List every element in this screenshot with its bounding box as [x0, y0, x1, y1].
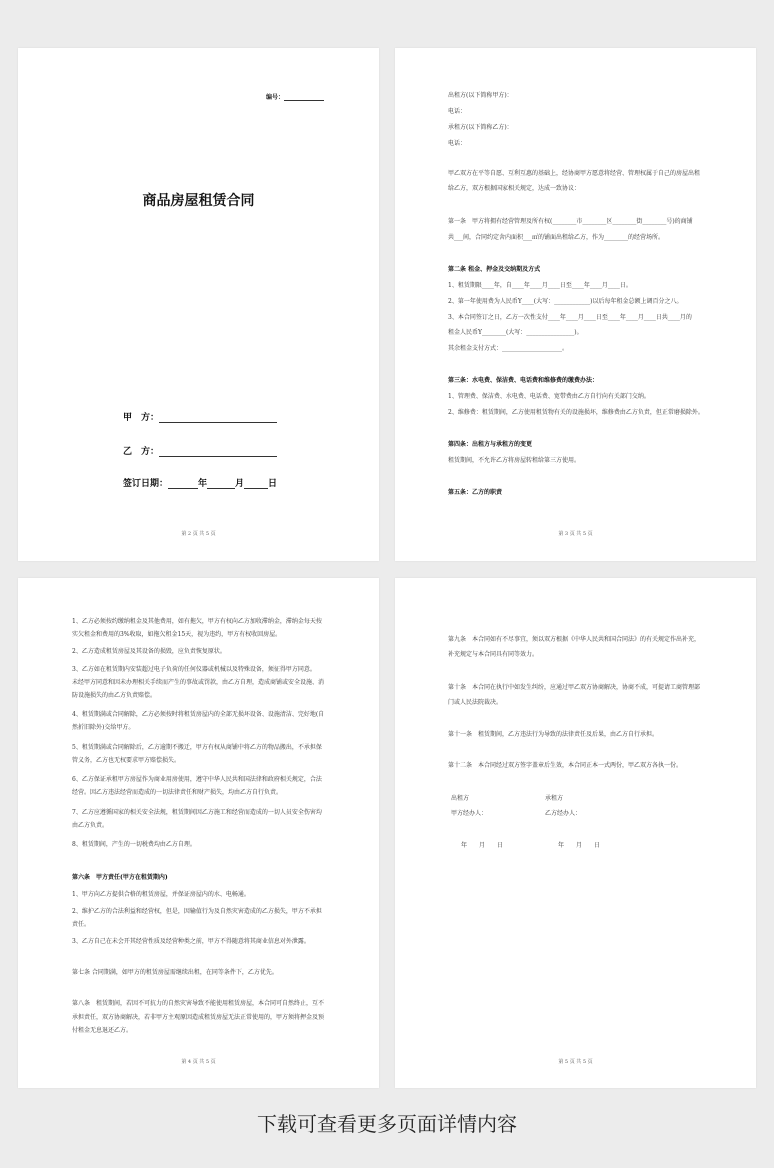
- text-line: 1、管理费、保洁费、水电费、电话费、宽带费由乙方自行向有关部门交纳。: [448, 393, 650, 400]
- clause-heading: 第二条 租金、押金及交纳期及方式: [448, 266, 541, 273]
- text-line: 实欠租金和费用的3%收取，如拖欠租金15天，视为违约，甲方有权收回房屋。: [72, 631, 282, 638]
- text-line: 防设施损失的由乙方负责赔偿。: [72, 692, 157, 699]
- contract-page-cover: [18, 48, 379, 561]
- party-b-blank: [159, 447, 277, 457]
- text-line: 7、乙方应遵循国家的相关安全法规，租赁期间因乙方施工和经营而造成的一切人员安全伤害均: [72, 809, 322, 816]
- clause-heading: 第八条 租赁期间，若因不可抗力的自然灾害导致不能使用租赁房屋，本合同可自然终止，互不: [72, 1000, 325, 1007]
- text-line: 1、乙方必须按约缴纳租金及其他费用，如有拖欠，甲方有权向乙方加收滞纳金，滞纳金每天按: [72, 618, 322, 625]
- day-label: 日: [268, 479, 278, 489]
- party-a-line: [123, 410, 277, 423]
- text-line: 6、乙方保证承租甲方房屋作为商业用房使用，遵守中华人民共和国法律和政府相关规定，合法: [72, 776, 322, 783]
- party-b-line: [123, 444, 277, 457]
- text-line: 3、乙方如在租赁期内安装超过电子负荷的任何仪器或机械以及特殊设备，须征得甲方同意。: [72, 666, 316, 673]
- page-footer: 第 2 页 共 5 页: [181, 531, 216, 537]
- clause-heading: 第十一条 租赁期间，乙方违法行为导致的法律责任及后果，由乙方自行承担。: [448, 731, 659, 738]
- text-line: 租赁期间，不允许乙方将房屋转租给第三方使用。: [448, 457, 581, 464]
- text-line: 1、甲方向乙方提供合格的租赁房屋，并保证房屋内的水、电畅通。: [72, 891, 250, 898]
- party-b-label: 乙 方：: [123, 447, 160, 457]
- contract-page-5: [395, 578, 756, 1088]
- text-line: 8、租赁期间，产生的一切税费均由乙方自理。: [72, 841, 196, 848]
- text-line: 电话：: [448, 108, 467, 115]
- text-line: 经营。因乙方违法经营而造成的一切法律责任和财产损失，均由乙方自行负责。: [72, 789, 283, 796]
- day-blank: [244, 479, 268, 489]
- party-a-blank: [159, 413, 277, 423]
- clause-heading: 第十二条 本合同经过双方签字盖章后生效，本合同正本一式两份，甲乙双方各执一份。: [448, 762, 683, 769]
- page-footer: 第 5 页 共 5 页: [558, 1059, 593, 1065]
- contract-page-3: [395, 48, 756, 561]
- contract-number-label: 编号：: [266, 94, 285, 101]
- month-label: 月: [235, 479, 245, 489]
- text-line: 2、维修费：租赁期间，乙方使用租赁物有关的设施损坏，维修费由乙方负责，但正常磨损除外。: [448, 409, 704, 416]
- text-line: 5、租赁期满或合同解除后，乙方逾期不搬迁，甲方有权从商铺中将乙方的物品搬出，不承担保: [72, 744, 322, 751]
- text-line: 租金人民币Y________(大写：________________)。: [448, 329, 583, 336]
- text-line: 管义务，乙方也无权要求甲方赔偿损失。: [72, 757, 181, 764]
- party-b-date: 年 月 日: [558, 842, 601, 849]
- text-line: 共___间，合同约定舍内面积___㎡的铺面出租给乙方，作为________的经营场所。: [448, 234, 665, 241]
- lessor-label: 出租方: [451, 795, 470, 802]
- text-line: 2、第一年使用费为人民币Y____(大写：____________)以后每年租金总额上调百分之八。: [448, 298, 683, 305]
- clause-heading: 第六条 甲方责任(甲方在租赁期内): [72, 874, 168, 881]
- clause-heading: 第三条：水电费、保洁费、电话费和维修费的缴费办法：: [448, 377, 599, 384]
- text-line: 2、维护乙方的合法利益和经营权，但是，因输值行为及自然灾害造成的乙方损失，甲方不承担: [72, 908, 322, 915]
- text-line: 补充规定与本合同具有同等效力。: [448, 651, 539, 658]
- text-line: 门或人民法院裁决。: [448, 699, 503, 706]
- year-label: 年: [198, 479, 208, 489]
- text-line: 出租方(以下简称甲方)：: [448, 92, 513, 99]
- text-line: 责任。: [72, 921, 91, 928]
- text-line: 给乙方，双方根据国家相关规定，达成一致协议：: [448, 185, 581, 192]
- sign-date-label: 签订日期：: [123, 479, 169, 489]
- text-line: 其余租金支付方式：____________________。: [448, 345, 569, 352]
- text-line: 由乙方负责。: [72, 822, 109, 829]
- text-line: 付租金无息退还乙方。: [72, 1027, 133, 1034]
- download-caption: 下载可查看更多页面详情内容: [257, 1112, 517, 1136]
- contract-title: 商品房屋租赁合同: [142, 193, 255, 209]
- clause-heading: 第九条 本合同如有不尽事宜，须以双方根据《中华人民共和国合同法》的有关规定作出补充，: [448, 636, 701, 643]
- text-line: 2、乙方造成租赁房屋及其设备的损毁，应负责恢复原状。: [72, 648, 226, 655]
- text-line: 1、租赁期限____年，自____年____月____日至____年____月____日。: [448, 282, 632, 289]
- contract-number-field: [266, 92, 324, 101]
- party-a-label: 甲 方：: [123, 413, 160, 423]
- text-line: 3、本合同签订之日，乙方一次性支付____年____月____日至____年____月____日共____月的: [448, 314, 692, 321]
- text-line: 电话：: [448, 140, 467, 147]
- clause-heading: 第五条：乙方的职责: [448, 489, 503, 496]
- contract-number-blank: [284, 94, 324, 101]
- page-footer: 第 3 页 共 5 页: [558, 531, 593, 537]
- party-a-agent-label: 甲方经办人：: [451, 810, 488, 817]
- text-line: 承租方(以下简称乙方)：: [448, 124, 513, 131]
- text-line: 承担责任，双方协商解决，若非甲方主观原因造成租赁房屋无法正常使用的，甲方须将押金及预: [72, 1014, 325, 1021]
- contract-page-4: [18, 578, 379, 1088]
- party-b-agent-label: 乙方经办人：: [545, 810, 582, 817]
- text-line: 4、租赁期满或合同解除，乙方必须按时将租赁房屋内的全部无损坏设备、设施清洁、完好地(自: [72, 711, 325, 718]
- lessee-label: 承租方: [545, 795, 564, 802]
- text-line: 3、乙方自己在未会开其经营性质及经营种类之前，甲方不得随意将其商业信息对外泄露。: [72, 938, 310, 945]
- text-line: 未经甲方同意和因未办理相关手续而产生的事故或罚款，由乙方自理，造成商铺或安全设施、消: [72, 679, 325, 686]
- party-a-date: 年 月 日: [461, 842, 504, 849]
- month-blank: [207, 479, 235, 489]
- text-line: 甲乙双方在平等自愿、互利互惠的基础上，经协商甲方愿意将经营、管理权属于自己的房屋出租: [448, 170, 701, 177]
- page-footer: 第 4 页 共 5 页: [181, 1059, 216, 1065]
- sign-date-line: [123, 476, 277, 489]
- clause-heading: 第一条 甲方将拥有经营管理及所有权(________市________区________街________号)的商铺: [448, 218, 693, 225]
- clause-heading: 第七条 合同期满，如甲方的租赁房屋需继续出租，在同等条件下，乙方优先。: [72, 969, 278, 976]
- year-blank: [168, 479, 198, 489]
- clause-heading: 第四条：出租方与承租方的变更: [448, 441, 533, 448]
- clause-heading: 第十条 本合同在执行中如发生纠纷，应通过甲乙双方协商解决，协商不成，可提请工商管理部: [448, 684, 701, 691]
- text-line: 然折旧除外)交给甲方。: [72, 724, 135, 731]
